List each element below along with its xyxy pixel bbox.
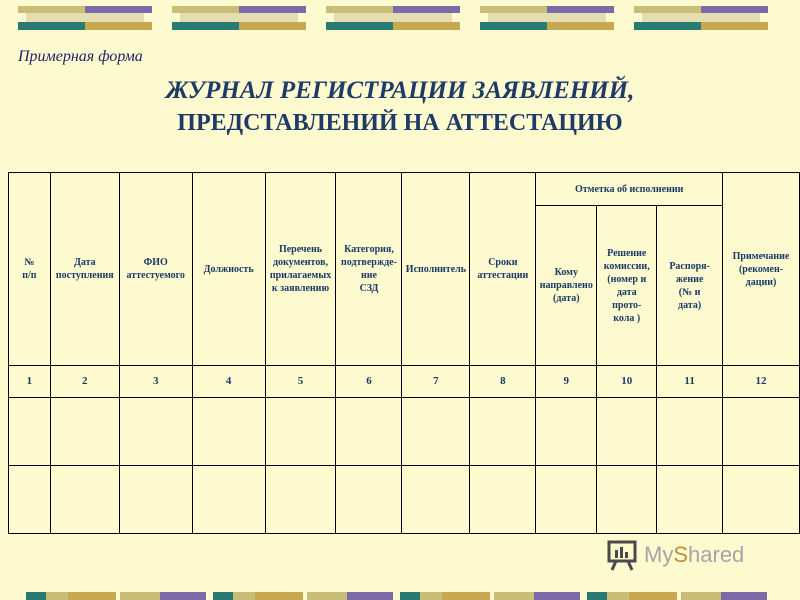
column-number: 9 — [536, 366, 597, 398]
decorative-tile — [634, 6, 768, 36]
top-decorative-band — [0, 6, 800, 36]
decorative-tile — [120, 592, 206, 600]
table-cell — [192, 398, 265, 466]
decorative-tile — [326, 6, 460, 36]
decorative-tile — [172, 6, 306, 36]
table-cell — [336, 398, 402, 466]
column-number: 7 — [402, 366, 470, 398]
table-cell — [402, 466, 470, 534]
decorative-tile — [494, 592, 580, 600]
page-title — [0, 74, 800, 140]
table-cell — [470, 466, 536, 534]
table-cell — [50, 466, 119, 534]
col-header-sent-to: Кому направлено (дата) — [536, 206, 597, 366]
decorative-tile — [213, 592, 303, 600]
col-header-date-received: Дата поступления — [50, 173, 119, 366]
column-number: 1 — [9, 366, 51, 398]
decorative-tile — [480, 6, 614, 36]
col-header-note: Примечание (рекомен- дации) — [723, 173, 800, 366]
myshared-watermark — [606, 538, 786, 572]
bottom-decorative-band — [0, 592, 800, 600]
column-number: 5 — [265, 366, 336, 398]
table-cell — [50, 398, 119, 466]
table-cell — [119, 398, 192, 466]
col-header-terms: Сроки аттестации — [470, 173, 536, 366]
title-line-1: ЖУРНАЛ РЕГИСТРАЦИИ ЗАЯВЛЕНИЙ, — [165, 77, 635, 104]
col-header-execution-mark: Отметка об исполнении — [536, 173, 723, 206]
form-subtitle: Примерная форма — [18, 48, 143, 65]
table-cell — [536, 466, 597, 534]
decorative-tile — [400, 592, 490, 600]
table-cell — [265, 466, 336, 534]
table-cell — [723, 398, 800, 466]
table-cell — [597, 466, 657, 534]
table-row — [9, 466, 800, 534]
column-number: 3 — [119, 366, 192, 398]
column-number: 4 — [192, 366, 265, 398]
column-number-row — [9, 366, 800, 398]
col-header-executor: Исполнитель — [402, 173, 470, 366]
presentation-board-icon — [606, 538, 640, 572]
column-number: 2 — [50, 366, 119, 398]
table-cell — [597, 398, 657, 466]
table-cell — [265, 398, 336, 466]
col-header-category: Категория, подтвержде- ние СЗД — [336, 173, 402, 366]
table-row — [9, 398, 800, 466]
col-header-order: Распоря- жение (№ и дата) — [657, 206, 723, 366]
decorative-tile — [681, 592, 767, 600]
col-header-documents: Перечень документов, прилагаемых к заявлению — [265, 173, 336, 366]
column-number: 12 — [723, 366, 800, 398]
decorative-tile — [18, 6, 152, 36]
registration-journal-table — [8, 172, 800, 534]
table-cell — [402, 398, 470, 466]
column-number: 6 — [336, 366, 402, 398]
column-number: 11 — [657, 366, 723, 398]
decorative-tile — [26, 592, 116, 600]
table-cell — [536, 398, 597, 466]
table-cell — [470, 398, 536, 466]
header-row — [9, 173, 800, 206]
table-cell — [657, 398, 723, 466]
column-number: 8 — [470, 366, 536, 398]
col-header-commission-decision: Решение комиссии, (номер и дата прото- кола ) — [597, 206, 657, 366]
col-header-position: Должность — [192, 173, 265, 366]
decorative-tile — [587, 592, 677, 600]
table-cell — [9, 398, 51, 466]
decorative-tile — [307, 592, 393, 600]
col-header-fio: ФИО аттестуемого — [119, 173, 192, 366]
table-cell — [723, 466, 800, 534]
table-cell — [192, 466, 265, 534]
column-number: 10 — [597, 366, 657, 398]
table-cell — [9, 466, 51, 534]
title-line-2: ПРЕДСТАВЛЕНИЙ НА АТТЕСТАЦИЮ — [177, 110, 623, 136]
table-cell — [336, 466, 402, 534]
col-header-number: № п/п — [9, 173, 51, 366]
table-cell — [119, 466, 192, 534]
table-cell — [657, 466, 723, 534]
watermark-text: MyShared — [644, 542, 745, 567]
